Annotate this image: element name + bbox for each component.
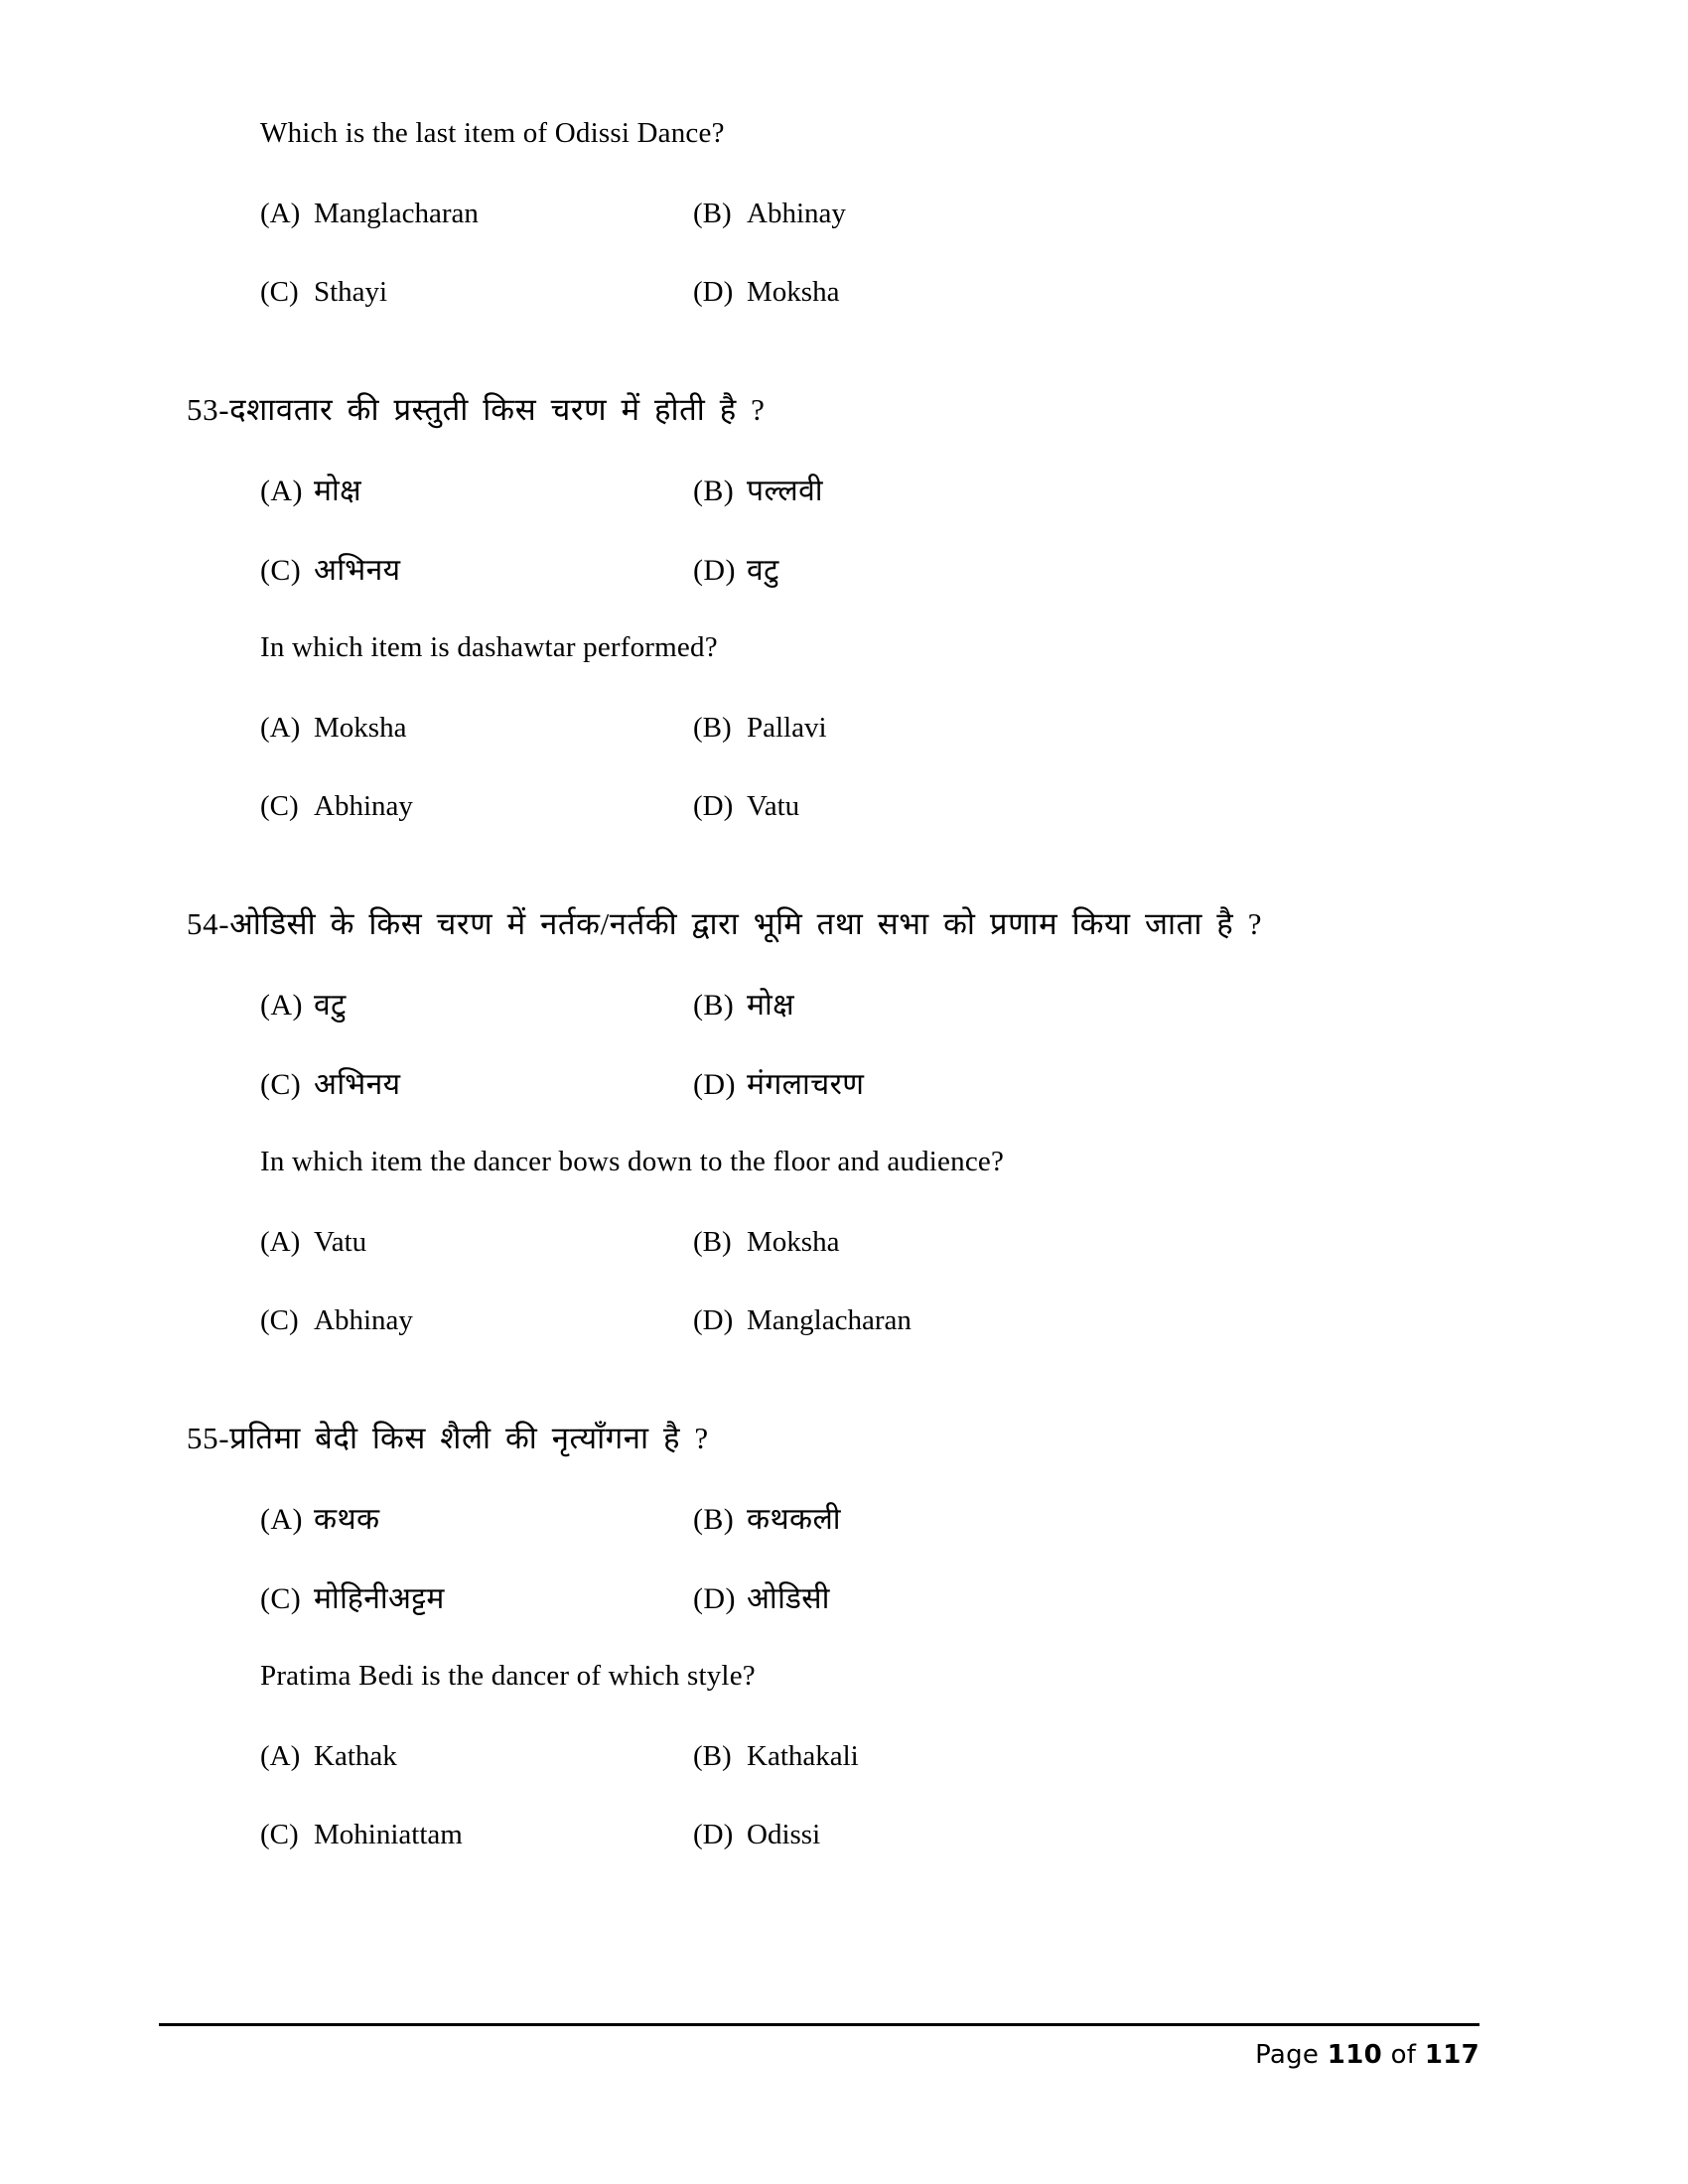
option-row — [260, 1742, 1458, 1771]
option-b-text: कथकली — [747, 1503, 841, 1536]
option-d[interactable] — [693, 1584, 1190, 1614]
option-b-label: (B) — [693, 198, 732, 229]
option-d-text: ओडिसी — [747, 1582, 830, 1615]
option-c[interactable] — [260, 1821, 693, 1849]
option-d[interactable] — [693, 1821, 1190, 1849]
page-current: 110 — [1327, 2040, 1382, 2070]
option-d-label: (D) — [693, 554, 736, 587]
option-a-label: (A) — [260, 712, 301, 744]
question-text-english: In which item is dashawtar performed? — [260, 631, 718, 663]
option-a-text: कथक — [314, 1503, 380, 1536]
option-c-text: अभिनय — [314, 1068, 401, 1101]
option-a[interactable] — [260, 991, 693, 1021]
option-d-label: (D) — [693, 276, 734, 308]
option-b-label: (B) — [693, 475, 735, 507]
question-text-hindi: 55-प्रतिमा बेदी किस शैली की नृत्याँगना है ? — [187, 1421, 709, 1455]
option-b-label: (B) — [693, 1226, 732, 1258]
option-row — [260, 714, 1458, 743]
option-c-text: Mohiniattam — [314, 1819, 463, 1850]
option-a-text: Kathak — [314, 1740, 397, 1772]
option-c-text: Abhinay — [314, 790, 413, 822]
option-a[interactable] — [260, 714, 693, 743]
option-d[interactable] — [693, 1306, 1190, 1335]
page-middle: of — [1390, 2040, 1417, 2070]
option-d-label: (D) — [693, 1304, 734, 1336]
option-c[interactable] — [260, 556, 693, 586]
option-c-label: (C) — [260, 1582, 302, 1615]
option-c[interactable] — [260, 1070, 693, 1100]
question-block-q54 — [187, 906, 1458, 1336]
option-b-text: पल्लवी — [747, 475, 823, 507]
option-row — [260, 1306, 1458, 1335]
option-row — [260, 1821, 1458, 1849]
option-a[interactable] — [260, 1505, 693, 1535]
option-d-text: Vatu — [747, 790, 800, 822]
option-a[interactable] — [260, 1228, 693, 1257]
page-prefix: Page — [1255, 2040, 1320, 2070]
option-a-text: मोक्ष — [314, 475, 362, 507]
option-b[interactable] — [693, 991, 1190, 1021]
option-a[interactable] — [260, 477, 693, 506]
question-text-hindi: 54-ओडिसी के किस चरण में नर्तक/नर्तकी द्वारा भूमि तथा सभा को प्रणाम किया जाता है ? — [187, 906, 1263, 941]
option-b-label: (B) — [693, 989, 735, 1022]
option-d[interactable] — [693, 1070, 1190, 1100]
option-a-label: (A) — [260, 198, 301, 229]
question-text-english: Which is the last item of Odissi Dance? — [260, 117, 725, 149]
option-d[interactable] — [693, 278, 1190, 307]
option-b[interactable] — [693, 200, 1190, 228]
option-d-label: (D) — [693, 1068, 736, 1101]
question-text-hindi: 53-दशावतार की प्रस्तुती किस चरण में होती है ? — [187, 392, 766, 427]
option-c-text: मोहिनीअट्टम — [314, 1582, 445, 1615]
option-a-label: (A) — [260, 475, 303, 507]
option-c-label: (C) — [260, 1068, 302, 1101]
option-b[interactable] — [693, 1742, 1190, 1771]
option-a-text: Vatu — [314, 1226, 367, 1258]
option-row — [260, 792, 1458, 821]
option-d-text: वटु — [747, 554, 779, 587]
option-b-text: Kathakali — [747, 1740, 859, 1772]
option-c-text: Abhinay — [314, 1304, 413, 1336]
option-b[interactable] — [693, 1505, 1190, 1535]
option-row — [260, 1070, 1458, 1100]
option-c[interactable] — [260, 1306, 693, 1335]
page-footer — [159, 2023, 1479, 2070]
option-row — [260, 200, 1458, 228]
option-a-label: (A) — [260, 989, 303, 1022]
option-b[interactable] — [693, 714, 1190, 743]
footer-divider — [159, 2023, 1479, 2026]
option-d[interactable] — [693, 556, 1190, 586]
option-a-text: Moksha — [314, 712, 407, 744]
option-c-label: (C) — [260, 276, 299, 308]
option-b-text: Moksha — [747, 1226, 840, 1258]
question-text-english: Pratima Bedi is the dancer of which style? — [260, 1660, 756, 1692]
option-c-label: (C) — [260, 790, 299, 822]
option-row — [260, 1228, 1458, 1257]
option-b-label: (B) — [693, 1740, 732, 1772]
option-row — [260, 477, 1458, 506]
option-row — [260, 278, 1458, 307]
option-c[interactable] — [260, 278, 693, 307]
option-c[interactable] — [260, 792, 693, 821]
option-a-text: वटु — [314, 989, 347, 1022]
option-row — [260, 556, 1458, 586]
option-a-label: (A) — [260, 1503, 303, 1536]
option-b[interactable] — [693, 1228, 1190, 1257]
option-b-label: (B) — [693, 712, 732, 744]
option-c-text: Sthayi — [314, 276, 388, 308]
option-row — [260, 1584, 1458, 1614]
option-d-label: (D) — [693, 1582, 736, 1615]
option-c[interactable] — [260, 1584, 693, 1614]
option-c-label: (C) — [260, 1304, 299, 1336]
option-d-text: Moksha — [747, 276, 840, 308]
question-text-english: In which item the dancer bows down to the floor and audience? — [260, 1146, 1005, 1177]
option-d[interactable] — [693, 792, 1190, 821]
option-d-label: (D) — [693, 790, 734, 822]
question-block-q53 — [187, 392, 1458, 822]
option-c-label: (C) — [260, 554, 302, 587]
option-row — [260, 991, 1458, 1021]
option-a[interactable] — [260, 200, 693, 228]
option-d-text: मंगलाचरण — [747, 1068, 865, 1101]
option-a[interactable] — [260, 1742, 693, 1771]
option-row — [260, 1505, 1458, 1535]
page-number-label — [159, 2040, 1479, 2070]
option-d-label: (D) — [693, 1819, 734, 1850]
option-c-label: (C) — [260, 1819, 299, 1850]
option-d-text: Odissi — [747, 1819, 821, 1850]
option-b-text: Pallavi — [747, 712, 827, 744]
option-b-text: मोक्ष — [747, 989, 795, 1022]
page-total: 117 — [1424, 2040, 1479, 2070]
option-a-text: Manglacharan — [314, 198, 479, 229]
question-block-q52-tail — [236, 119, 1458, 307]
option-b-label: (B) — [693, 1503, 735, 1536]
option-d-text: Manglacharan — [747, 1304, 912, 1336]
option-b-text: Abhinay — [747, 198, 846, 229]
option-a-label: (A) — [260, 1226, 301, 1258]
option-a-label: (A) — [260, 1740, 301, 1772]
question-list — [187, 117, 1458, 1850]
option-c-text: अभिनय — [314, 554, 401, 587]
question-block-q55 — [187, 1421, 1458, 1850]
option-b[interactable] — [693, 477, 1190, 506]
